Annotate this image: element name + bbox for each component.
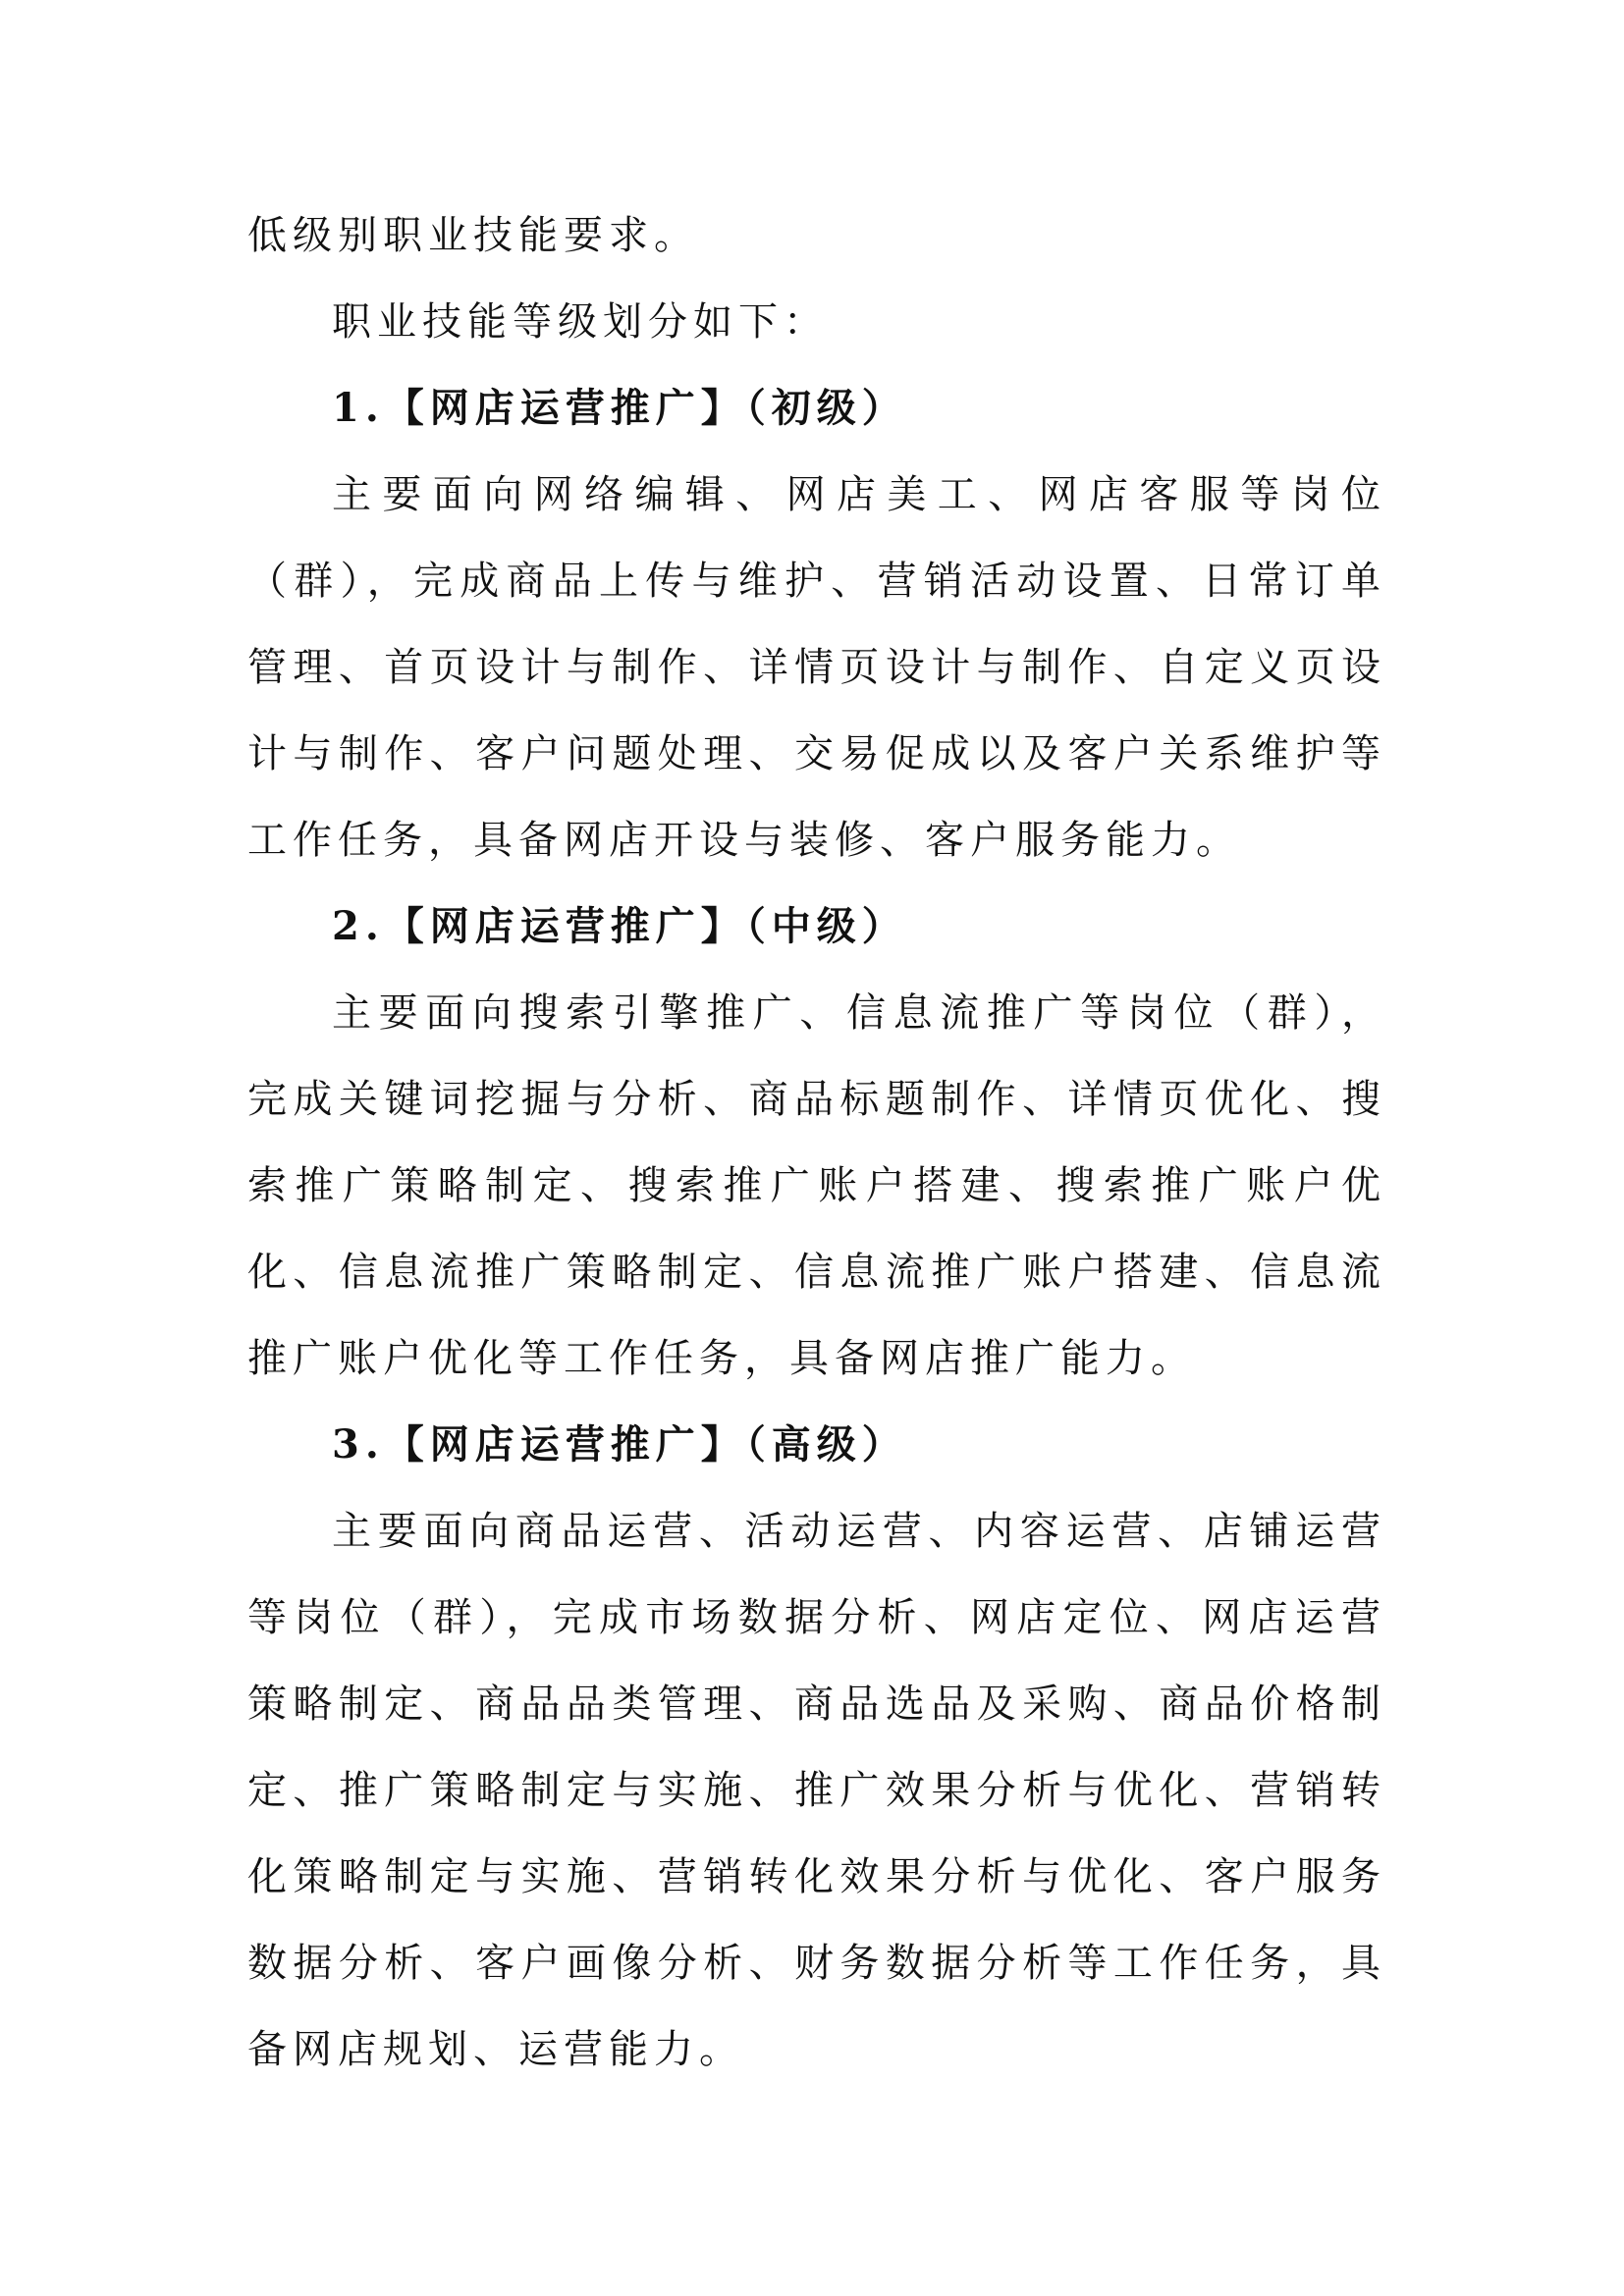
paragraph-level-junior: 主要面向网络编辑、网店美工、网店客服等岗位（群），完成商品上传与维护、营销活动设置、日常订单管理、首页设计与制作、详情页设计与制作、自定义页设计与制作、客户问题处理、交易促成以及客户关系维护等工作任务，具备网店开设与装修、客户服务能力。 bbox=[247, 472, 1386, 863]
paragraph-intro-continuation: 低级别职业技能要求。 bbox=[247, 213, 699, 258]
paragraph-level-senior: 主要面向商品运营、活动运营、内容运营、店铺运营等岗位（群），完成市场数据分析、网店定位、网店运营策略制定、商品品类管理、商品选品及采购、商品价格制定、推广策略制定与实施、推广效果分析与优化、营销转化策略制定与实施、营销转化效果分析与优化、客户服务数据分析、客户画像分析、财务数据分析等工作任务，具备网店规划、运营能力。 bbox=[247, 1509, 1386, 2072]
heading-level-junior: 1.【网店运营推广】（初级） bbox=[332, 385, 907, 431]
heading-level-senior: 3.【网店运营推广】（高级） bbox=[332, 1421, 907, 1468]
document-body bbox=[247, 192, 1386, 2093]
heading-level-intermediate: 2.【网店运营推广】（中级） bbox=[332, 903, 907, 949]
paragraph-level-intermediate: 主要面向搜索引擎推广、信息流推广等岗位（群），完成关键词挖掘与分析、商品标题制作、详情页优化、搜索推广策略制定、搜索推广账户搭建、搜索推广账户优化、信息流推广策略制定、信息流推广账户搭建、信息流推广账户优化等工作任务，具备网店推广能力。 bbox=[247, 990, 1386, 1381]
paragraph-level-division-intro: 职业技能等级划分如下： bbox=[332, 299, 829, 345]
